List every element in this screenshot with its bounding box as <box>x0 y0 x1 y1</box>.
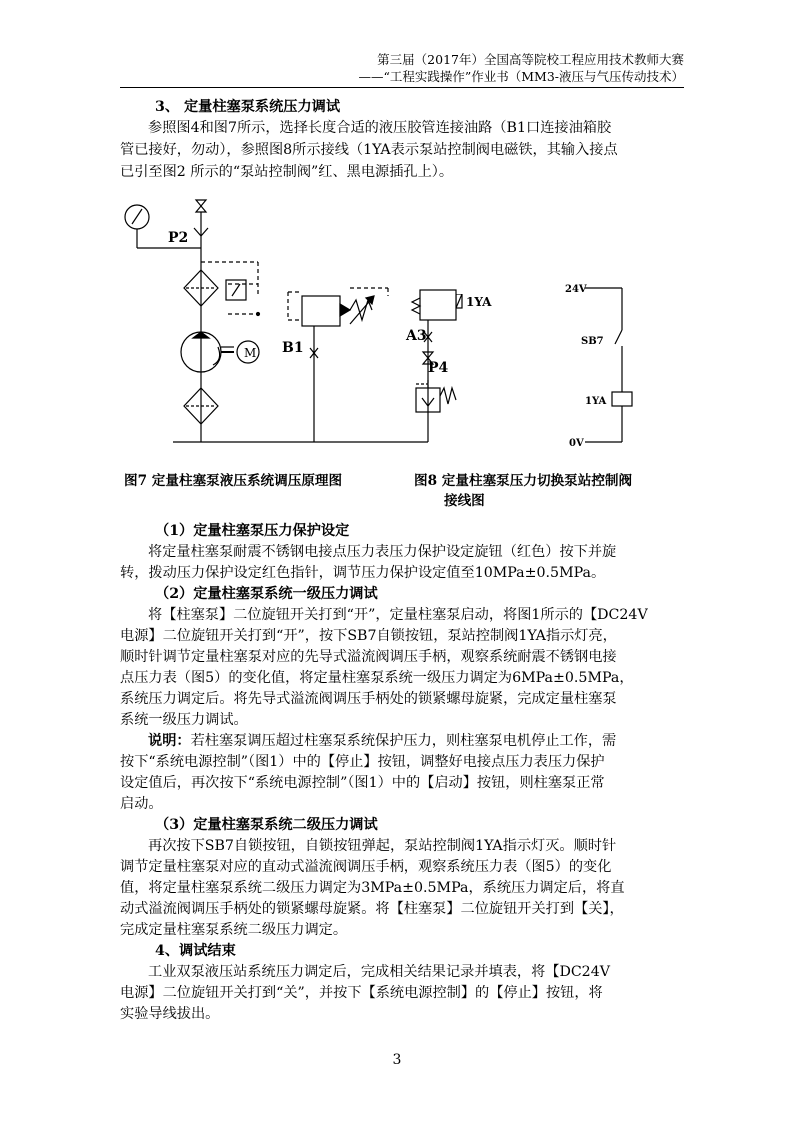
label-motor: M <box>244 346 257 360</box>
paragraph-line: 动式溢流阀调压手柄处的锁紧螺母旋紧。将【柱塞泵】二位旋钮开关打到【关】， <box>120 901 624 917</box>
paragraph-line: 管已接好，勿动），参照图8所示接线（1YA表示泵站控制阀电磁铁，其输入接点 <box>120 142 618 158</box>
label-sb7: SB7 <box>581 336 604 347</box>
label-a3: A3 <box>406 328 427 344</box>
paragraph-line: 顺时针调节定量柱塞泵对应的先导式溢流阀调压手柄，观察系统耐震不锈钢电接 <box>120 649 617 665</box>
paragraph-line: 调节定量柱塞泵对应的直动式溢流阀调压手柄，观察系统压力表（图5）的变化 <box>120 859 612 875</box>
paragraph-line: 已引至图2 所示的“泵站控制阀”红、黑电源插孔上）。 <box>120 164 454 180</box>
paragraph-line: 将【柱塞泵】二位旋钮开关打到“开”，定量柱塞泵启动，将图1所示的【DC24V <box>148 607 648 623</box>
paragraph-line: 电源】二位旋钮开关打到“关”，并按下【系统电源控制】的【停止】按钮，将 <box>120 985 603 1001</box>
label-1ya: 1YA <box>585 396 607 407</box>
label-0v: 0V <box>569 438 584 449</box>
paragraph-line: 按下“系统电源控制”（图1）中的【停止】按钮，调整好电接点压力表压力保护 <box>120 754 605 770</box>
page-number: 3 <box>392 1052 402 1068</box>
paragraph-line: 完成定量柱塞泵系统二级压力调定。 <box>120 922 348 938</box>
label-24v: 24V <box>565 284 587 295</box>
figure-7-caption: 图7 定量柱塞泵液压系统调压原理图 <box>124 473 343 489</box>
note-label: 说明： <box>148 733 191 749</box>
note-paragraph <box>148 731 680 751</box>
note-text: 若柱塞泵调压超过柱塞泵系统保护压力，则柱塞泵电机停止工作，需 <box>190 733 617 749</box>
paragraph-line: 将定量柱塞泵耐震不锈钢电接点压力表压力保护设定旋钮（红色）按下并旋 <box>148 544 617 560</box>
label-1ya-valve: 1YA <box>466 295 492 309</box>
figure-8-caption-line2: 接线图 <box>444 493 485 509</box>
label-p2: P2 <box>168 230 189 246</box>
header-rule <box>120 87 684 88</box>
paragraph-line: 启动。 <box>120 796 163 812</box>
figure-8-wiring-diagram <box>555 280 645 450</box>
header-subtitle: ——“工程实践操作”作业书（MM3-液压与气压传动技术） <box>358 69 684 84</box>
paragraph-line: 系统一级压力调试。 <box>120 712 248 728</box>
paragraph-line: 实验导线拔出。 <box>120 1006 220 1022</box>
paragraph-line: 再次按下SB7自锁按钮，自锁按钮弹起，泵站控制阀1YA指示灯灭。顺时针 <box>148 838 617 854</box>
paragraph-line: 工业双泵液压站系统压力调定后，完成相关结果记录并填表，将【DC24V <box>148 964 610 980</box>
subsection-1-heading: （1）定量柱塞泵压力保护设定 <box>155 523 350 539</box>
header-title: 第三届（2017年）全国高等院校工程应用技术教师大赛 <box>377 52 684 67</box>
paragraph-line: 点压力表（图5）的变化值，将定量柱塞泵系统一级压力调定为6MPa±0.5MPa， <box>120 670 634 686</box>
section-4-heading: 4、调试结束 <box>155 943 236 959</box>
paragraph-line: 系统压力调定后。将先导式溢流阀调压手柄处的锁紧螺母旋紧，完成定量柱塞泵 <box>120 691 617 707</box>
paragraph-line: 电源】二位旋钮开关打到“开”，按下SB7自锁按钮，泵站控制阀1YA指示灯亮， <box>120 628 617 644</box>
subsection-3-heading: （3）定量柱塞泵系统二级压力调试 <box>155 817 378 833</box>
figure-7-solenoid-label <box>456 294 506 314</box>
paragraph-line: 参照图4和图7所示，选择长度合适的液压胶管连接油路（B1口连接油箱胶 <box>148 120 612 136</box>
paragraph-line: 转，拨动压力保护设定红色指针，调节压力保护设定值至10MPa±0.5MPa。 <box>120 565 606 581</box>
figure-8-caption: 图8 定量柱塞泵压力切换泵站控制阀 <box>414 473 633 489</box>
label-p4: P4 <box>428 360 449 376</box>
paragraph-line: 值，将定量柱塞泵系统二级压力调定为3MPa±0.5MPa，系统压力调定后，将直 <box>120 880 625 896</box>
label-b1: B1 <box>282 340 304 356</box>
section-3-heading: 3、 定量柱塞泵系统压力调试 <box>155 99 341 115</box>
figure-7-hydraulic-schematic <box>110 192 460 460</box>
subsection-2-heading: （2）定量柱塞泵系统一级压力调试 <box>155 586 378 602</box>
paragraph-line: 设定值后，再次按下“系统电源控制”（图1）中的【启动】按钮，则柱塞泵正常 <box>120 775 605 791</box>
